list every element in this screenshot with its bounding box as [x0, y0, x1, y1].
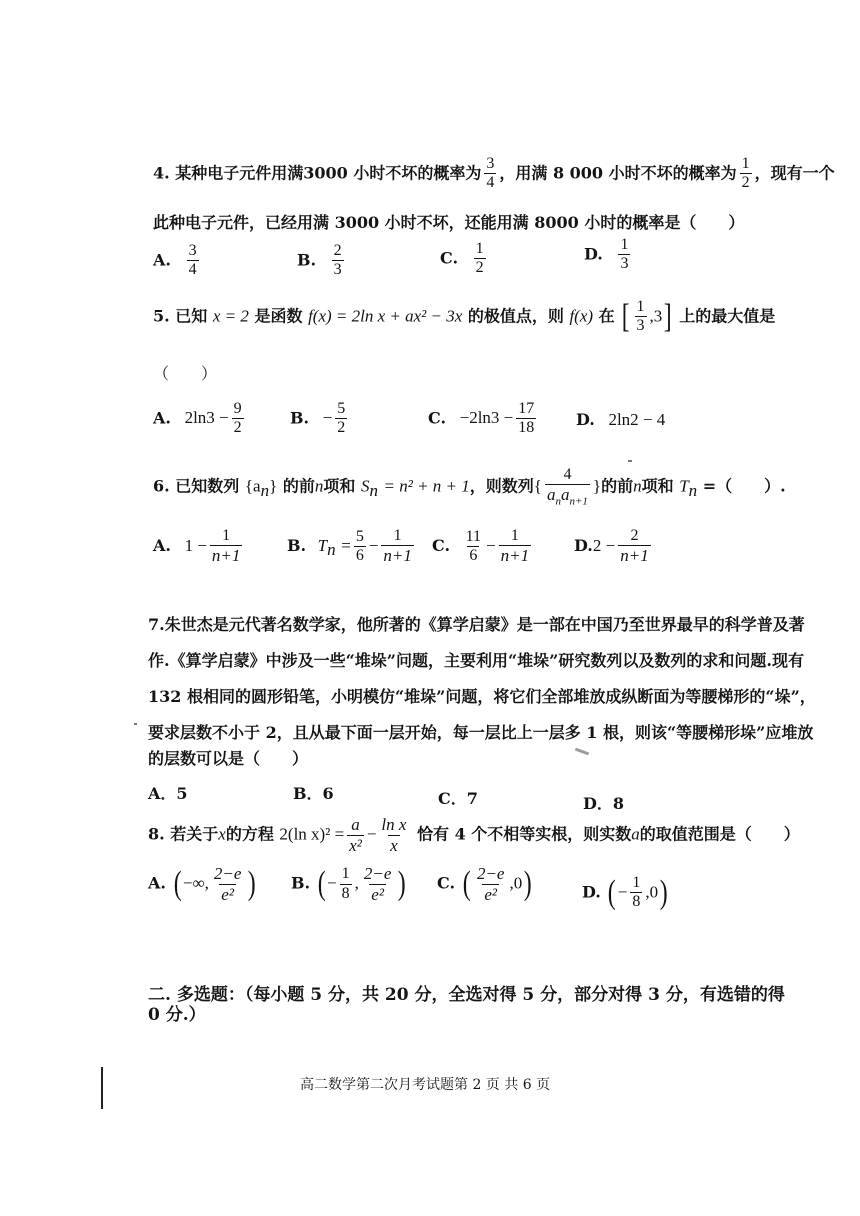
q5-text-5: 上的最大值是: [679, 306, 776, 326]
q5-text-1: 5. 已知: [153, 306, 208, 326]
q4-option-c: [440, 240, 489, 278]
q8-a: a: [631, 824, 640, 844]
den: e²: [484, 884, 498, 904]
q5-option-b: [290, 400, 350, 438]
option-fraction: [335, 400, 347, 438]
option-letter: C.: [437, 873, 456, 893]
option-expr: −2ln3 −: [459, 408, 514, 428]
num: 1: [393, 527, 402, 544]
q8-fraction-1: [347, 815, 364, 855]
q6-term-fraction: [545, 466, 590, 508]
num: 2−e: [363, 864, 392, 883]
q6-option-a: [153, 527, 245, 566]
q4-line1: [153, 155, 835, 193]
option-minus: −: [617, 882, 628, 902]
q5-line1: [153, 298, 775, 336]
option-expr: 2 −: [592, 535, 616, 555]
q8-line1: [148, 815, 800, 855]
q8-text-2: 的方程: [225, 824, 274, 844]
den: 2: [337, 419, 346, 437]
section-2-heading-cont: 0 分.）: [148, 1005, 206, 1025]
num: 2: [333, 242, 342, 259]
den: 18: [518, 419, 535, 437]
left-bracket: [: [621, 297, 630, 335]
option-expr: ,0: [509, 873, 523, 893]
option-fraction: [187, 242, 199, 280]
num: 1: [341, 865, 350, 883]
q4-fraction-3-4: [484, 155, 496, 193]
option-fraction-2: [362, 864, 394, 904]
q6-line1: [153, 466, 786, 508]
right-paren: ): [248, 865, 257, 903]
q6-text-3: 项和: [323, 476, 356, 496]
num: 1: [510, 527, 519, 544]
option-fraction: [210, 527, 242, 566]
q7-option-d: D．8: [583, 794, 625, 813]
right-paren: ): [523, 865, 532, 903]
q5-condition: x = 2: [212, 306, 249, 326]
num: 17: [518, 400, 535, 417]
num: a: [351, 815, 360, 834]
option-eq: =: [341, 535, 351, 555]
q5-text-2: 是函数: [254, 306, 303, 326]
option-comma: ,: [354, 873, 359, 893]
q5-function: f(x) = 2ln x + ax² − 3x: [308, 306, 463, 326]
option-letter: C.: [440, 248, 459, 268]
q6-sum-sub: n: [369, 480, 378, 500]
q4-text-1: 4. 某种电子元件用满3000 小时不坏的概率为: [153, 163, 482, 183]
page-footer: 高二数学第二次月考试题第 2 页 共 6 页: [300, 1077, 551, 1093]
option-expr: −∞,: [182, 873, 209, 893]
den: 2: [475, 259, 484, 277]
right-bracket: ]: [663, 297, 672, 335]
den: n+1: [211, 546, 241, 566]
den: e²: [221, 884, 234, 904]
option-expr: 1 −: [184, 535, 207, 555]
den: n+1: [620, 546, 649, 566]
num: 3: [486, 155, 495, 172]
right-paren: ): [659, 873, 668, 911]
option-fraction: [516, 400, 536, 438]
num: 9: [233, 400, 242, 417]
scan-speck: [575, 748, 589, 756]
q8-option-b: [291, 864, 408, 904]
q4-text-3: ，现有一个: [754, 163, 835, 183]
q6-seq-end: }: [269, 476, 278, 496]
num: 5: [355, 527, 364, 545]
q5-interval-end: ,3: [649, 306, 663, 326]
q4-line2: 此种电子元件，已经用满 3000 小时不坏，还能用满 8000 小时的概率是（ ）: [153, 213, 745, 232]
num: 1: [741, 155, 750, 172]
q5-answer-blank: （ ）: [153, 364, 218, 383]
option-letter: A.: [153, 535, 171, 555]
option-fraction-1: [464, 528, 483, 566]
q6-sum: S: [360, 476, 370, 496]
den: 8: [632, 893, 641, 911]
left-paren: (: [317, 865, 326, 903]
q6-t-sub: n: [688, 480, 698, 500]
q5-option-d: [576, 410, 665, 430]
q8-text-3: 恰有 4 个不相等实根，则实数: [417, 824, 632, 844]
option-minus: −: [327, 873, 337, 893]
q6-text-5: 的前: [601, 476, 634, 496]
num: 5: [337, 400, 346, 417]
num: 1: [475, 240, 484, 257]
option-letter: A.: [153, 250, 171, 270]
den: 3: [620, 255, 629, 273]
q4-option-b: [297, 242, 347, 280]
option-letter: B.: [287, 535, 307, 555]
option-fraction: [232, 400, 244, 438]
q5-option-c: [428, 400, 539, 438]
q4-option-d: [584, 236, 633, 274]
option-fraction-1: [340, 865, 352, 903]
option-letter: B.: [291, 873, 311, 893]
q7-option-c: C．7: [438, 789, 478, 808]
num: 4: [563, 466, 572, 483]
den: n+1: [383, 546, 412, 566]
q4-fraction-1-2: [740, 155, 752, 193]
den: 2: [741, 174, 750, 192]
left-paren: (: [608, 873, 617, 911]
option-t-sub: n: [327, 540, 336, 560]
option-expr: 2ln2 − 4: [608, 410, 666, 429]
num: 2−e: [213, 864, 242, 883]
q6-n: n: [314, 476, 324, 496]
num: 1: [636, 298, 645, 315]
q7-line1: 7.朱世杰是元代著名数学家，他所著的《算学启蒙》是一部在中国乃至世界最早的科学普及著: [148, 615, 805, 634]
den: 8: [341, 884, 350, 902]
option-letter: B.: [297, 250, 317, 270]
den: e²: [371, 884, 384, 904]
q6-sum-rhs: = n² + n + 1: [383, 476, 470, 496]
den: 6: [355, 546, 364, 564]
option-minus: −: [486, 535, 496, 555]
q6-seq-sub: n: [260, 480, 270, 500]
q4-option-a: [153, 242, 202, 280]
den-b: a: [560, 485, 570, 505]
q5-text-3: 的极值点，则: [467, 306, 564, 326]
den: 4: [188, 261, 197, 279]
q5-option-a: [153, 400, 247, 438]
q6-text-1: 6. 已知数列: [153, 476, 240, 496]
den: x²: [349, 835, 362, 855]
q7-line4: 要求层数不小于 2，且从最下面一层开始，每一层比上一层多 1 根，则该“等腰梯形垛”应堆放: [148, 723, 814, 742]
option-t: T: [317, 535, 328, 555]
option-letter: B.: [290, 408, 310, 428]
q8-fraction-2: [379, 815, 408, 855]
option-fraction-2: [381, 527, 413, 566]
option-letter: C.: [428, 408, 447, 428]
q8-option-a: [148, 864, 258, 904]
section-2-heading: 二. 多选题：（每小题 5 分，共 20 分，全选对得 5 分，部分对得 3 分，有选错的得: [148, 985, 785, 1005]
option-expr: −: [322, 408, 333, 428]
q8-eq-lhs: 2(ln x)² =: [279, 824, 345, 844]
num: 1: [222, 527, 231, 544]
option-letter: D.: [576, 410, 595, 429]
num: 2: [630, 527, 639, 544]
q5-fx: f(x): [569, 306, 594, 326]
den: 4: [486, 174, 495, 192]
q6-n2: n: [633, 476, 642, 496]
option-fraction: [212, 864, 244, 904]
den: 6: [469, 546, 478, 564]
q7-line5: 的层数可以是（ ）: [148, 749, 309, 768]
q6-t: T: [679, 476, 689, 496]
q6-option-c: [432, 527, 534, 566]
q4-text-2: ，用满 8 000 小时不坏的概率为: [499, 163, 737, 183]
num: ln x: [381, 815, 407, 834]
q6-text-6: 项和: [641, 476, 674, 496]
q6-option-b: [287, 527, 417, 566]
option-fraction: [618, 527, 650, 566]
den: n+1: [500, 546, 530, 566]
q6-brace-right: }: [592, 476, 602, 496]
q6-seq: {a: [244, 476, 261, 496]
den-b-sub: n+1: [569, 495, 588, 508]
den: x: [390, 835, 398, 855]
q6-brace-left: {: [533, 476, 542, 496]
q5-text-4: 在: [598, 306, 615, 326]
q8-option-d: [582, 874, 669, 912]
scan-speck: [134, 723, 137, 725]
scan-margin-mark: [101, 1067, 103, 1109]
q8-x: x: [218, 824, 226, 844]
q8-option-c: [437, 864, 534, 904]
q7-line2: 作.《算学启蒙》中涉及一些“堆垛”问题，主要利用“堆垛”研究数列以及数列的求和问题.现有: [148, 651, 804, 670]
option-letter: D.: [574, 535, 593, 555]
option-minus: −: [368, 535, 379, 555]
den: 3: [636, 317, 645, 335]
den-a: a: [546, 485, 556, 505]
option-fraction: [618, 236, 630, 274]
num: 3: [188, 242, 197, 259]
option-expr: ,0: [645, 882, 659, 902]
num: 2−e: [476, 864, 505, 883]
q8-minus: −: [366, 824, 377, 844]
q7-option-a: A．5: [148, 784, 188, 803]
right-paren: ): [398, 865, 407, 903]
q7-option-b: B．6: [293, 784, 334, 803]
q6-option-d: [574, 527, 654, 566]
option-fraction-1: [354, 528, 366, 566]
option-fraction: [630, 874, 642, 912]
q5-interval-fraction: [635, 298, 647, 336]
q8-text-4: 的取值范围是（ ）: [639, 824, 800, 844]
den-a-sub: n: [555, 495, 561, 508]
num: 11: [465, 527, 482, 545]
option-letter: C.: [432, 535, 451, 555]
left-paren: (: [173, 865, 182, 903]
q6-text-4: ，则数列: [469, 476, 534, 496]
option-letter: D.: [584, 244, 603, 264]
option-fraction: [332, 242, 344, 280]
option-letter: D.: [582, 882, 601, 902]
q8-text-1: 8. 若关于: [148, 824, 219, 844]
option-letter: A.: [153, 408, 171, 428]
num: 1: [620, 236, 629, 253]
option-expr: 2ln3 −: [184, 408, 229, 428]
option-fraction-2: [499, 527, 531, 566]
option-fraction: [475, 864, 507, 904]
num: 1: [632, 874, 641, 891]
option-letter: A.: [148, 873, 166, 893]
option-fraction: [474, 240, 486, 278]
left-paren: (: [462, 865, 471, 903]
q6-text-2: 的前: [282, 476, 315, 496]
q6-text-7: =（ ）.: [702, 476, 786, 496]
den: 2: [233, 419, 242, 437]
q7-line3: 132 根相同的圆形铅笔，小明模仿“堆垛”问题，将它们全部堆放成纵断面为等腰梯形的“垛”，: [148, 687, 816, 706]
den: 3: [333, 261, 342, 279]
den: [545, 484, 590, 508]
scan-speck: [628, 460, 632, 462]
